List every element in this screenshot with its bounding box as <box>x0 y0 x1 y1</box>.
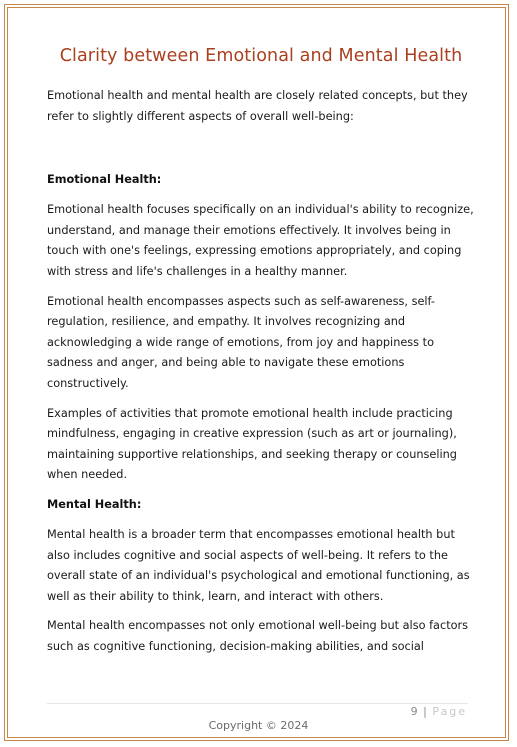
paragraph: Mental health is a broader term that encompasses emotional health but also includes cognitive and social aspects of well-being. It refers to the overall state of an individual's psychological and emotional functioning, as well as their ability to think, learn, and interact with others. <box>47 527 470 603</box>
page-number-separator: | <box>423 705 428 718</box>
section-heading-emotional-health: Emotional Health: <box>47 173 162 187</box>
copyright-notice: Copyright © 2024 <box>208 719 309 732</box>
intro-paragraph: Emotional health and mental health are closely related concepts, but they refer to slightly different aspects of overall well-being: <box>47 89 468 123</box>
page-number-footer <box>411 705 467 718</box>
footer-divider <box>47 703 468 704</box>
page-content <box>47 46 475 666</box>
page-label: Page <box>432 705 467 718</box>
section-heading-mental-health: Mental Health: <box>47 497 142 511</box>
paragraph: Examples of activities that promote emotional health include practicing mindfulness, engaging in creative expression (such as art or journaling), maintaining supportive relationships, and seeking therapy or counseling when needed. <box>47 406 457 482</box>
paragraph: Emotional health encompasses aspects such as self-awareness, self-regulation, resilience, and empathy. It involves recognizing and acknowledging a wide range of emotions, from joy and happiness to sadness and anger, and being able to navigate these emotions constructively. <box>47 294 435 390</box>
paragraph: Emotional health focuses specifically on an individual's ability to recognize, understand, and manage their emotions effectively. It involves being in touch with one's feelings, expressing emotions appropriately, and coping with stress and life's challenges in a healthy manner. <box>47 203 474 278</box>
page-title: Clarity between Emotional and Mental Health <box>59 46 463 66</box>
paragraph: Mental health encompasses not only emotional well-being but also factors such as cognitive functioning, decision-making abilities, and social <box>47 619 469 653</box>
page-number: 9 <box>410 705 419 718</box>
